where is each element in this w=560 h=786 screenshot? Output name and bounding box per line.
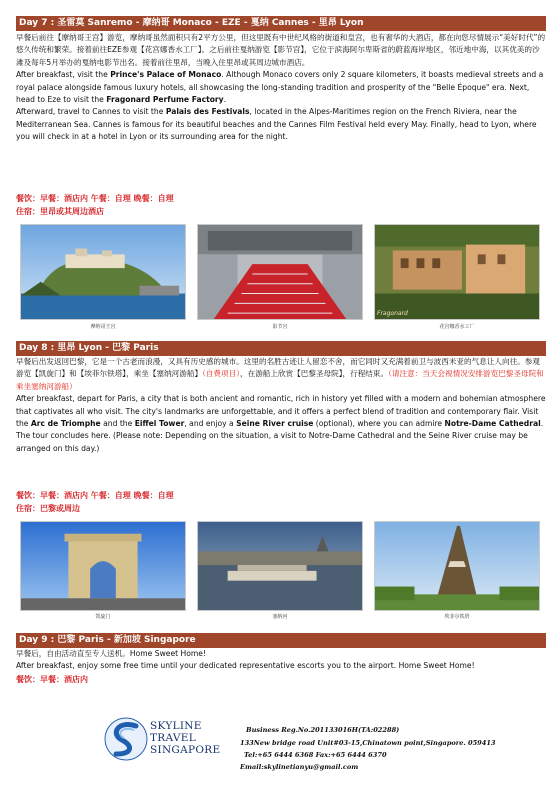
text: (optional), where you can admire — [313, 419, 445, 429]
day8-description — [16, 356, 546, 455]
text: and the — [100, 419, 135, 429]
day8-meals: 餐饮：早餐：酒店内 午餐：自理 晚餐：自理 — [16, 491, 174, 500]
day8-cn-text — [16, 356, 546, 393]
company-address: 133New bridge road Unit#03-15,Chinatown point,Singapore. 059413 — [240, 739, 496, 747]
day7-en-paragraph-1 — [16, 69, 546, 106]
caption-eiffel: 埃菲尔铁塔 — [444, 614, 470, 620]
highlight-arc: Arc de Triomphe — [30, 419, 101, 429]
company-phone: Tel:+65 6444 6368 Fax:+65 6444 6370 — [244, 751, 387, 759]
skyline-logo-icon — [104, 716, 148, 762]
highlight-seine: Seine River cruise — [236, 419, 314, 429]
arc-de-triomphe-photo — [20, 521, 186, 611]
fragonard-sign: Fragonard — [377, 310, 408, 317]
day8-title-bar — [16, 341, 546, 356]
company-email: Email:skylinetianyu@gmail.com — [240, 763, 359, 771]
seine-river-photo — [197, 521, 363, 611]
highlight-palais: Palais des Festivals — [165, 107, 250, 117]
day9-title: Day 9 : 巴黎 Paris - 新加坡 Singapore — [19, 635, 196, 645]
text: . — [223, 95, 227, 105]
text: . The tour concludes here. (Please note: Depending on the situation, a visit to Notre-Dame Cathedral and the Seine River cruise may be arranged on this day.) — [16, 419, 544, 453]
fragonard-factory-photo — [374, 224, 540, 320]
day9-meals: 餐饮：早餐：酒店内 — [16, 675, 88, 684]
text: . Although Monaco covers only 2 square kilometers, it boasts medieval streets and a royal palace alongside famous luxury hotels, all showcasing the long-standing tradition and prosperity of the "Belle Époque" era. Next, head to Eze to visit the — [16, 70, 544, 105]
highlight-notre-dame: Notre-Dame Cathedral — [444, 419, 541, 429]
logo-line-2: TRAVEL — [150, 732, 196, 744]
text: , and enjoy a — [184, 419, 237, 429]
company-logo-text — [150, 720, 220, 756]
caption-fragonard: 花宫娜香水工厂 — [439, 324, 475, 330]
day7-description — [16, 32, 546, 144]
text: ，在游船上欣赏【巴黎圣母院】，行程结束。 — [240, 369, 389, 379]
day9-description — [16, 648, 546, 673]
highlight-eiffel: Eiffel Tower — [134, 419, 185, 429]
text: After breakfast, visit the — [16, 70, 111, 80]
logo-line-3: SINGAPORE — [150, 744, 221, 756]
day8-stay: 住宿：巴黎或周边 — [16, 504, 80, 513]
day9-en-text: After breakfast, enjoy some free time until your dedicated representative escorts you to the airport. Home Sweet Home! — [16, 661, 475, 671]
eiffel-tower-photo — [374, 521, 540, 611]
day9-cn-text: 早餐后，自由活动直至专人送机。Home Sweet Home! — [16, 649, 206, 658]
day8-title: Day 8 : 里昂 Lyon - 巴黎 Paris — [19, 343, 159, 353]
attention-note: （请注意：当天会视情况安排游览巴黎圣母院和乘坐塞纳河游船） — [16, 369, 544, 391]
caption-seine: 塞纳河 — [272, 614, 288, 620]
day7-cn-text: 早餐后前往【摩纳哥王宫】游览，摩纳哥虽然面积只有2平方公里，但这里既有中世纪风格的街道和皇宫，也有奢华的大酒店，都在向您尽情展示“美好时代”的悠久传统和繁荣。接着前往EZE参观【花宫娜香水工厂】。之后前往戛纳游览【影节宫】，它位于滨海阿尔卑斯省的蔚蓝海岸地区，邻近地中海，以其优美的沙滩及每年5月举办的戛纳电影节出名。接着前往里昂，当晚入住里昂或其周边城市酒店。 — [16, 33, 546, 67]
palais-festivals-photo — [197, 224, 363, 320]
day7-en-paragraph-2 — [16, 106, 546, 143]
optional-note: （自费项目） — [202, 369, 241, 379]
caption-arc-de-triomphe: 凯旋门 — [95, 614, 111, 620]
monaco-palace-photo — [20, 224, 186, 320]
day8-en-paragraph — [16, 393, 546, 455]
day7-stay: 住宿：里昂或其周边酒店 — [16, 207, 104, 216]
caption-monaco-palace: 摩纳哥王宫 — [90, 324, 116, 330]
day9-title-bar — [16, 633, 546, 648]
business-reg: Business Reg.No.201133016H(TA:02288) — [246, 726, 400, 734]
text: 早餐后出发返回巴黎，它是一个古老而浪漫，又具有历史感的城市。这里的名胜古迹让人留恋不舍，而它同时又充满着前卫与波西米亚的气息让人向往。参观游览【凯旋门】和【埃菲尔铁塔】，乘坐【塞纳河游船】 — [16, 357, 540, 379]
logo-line-1: SKYLINE — [150, 720, 202, 732]
text: , located in the Alpes-Maritimes region on the French Riviera, near the Mediterranean Sea. Cannes is famous for its beautiful beaches and the Cannes Film Festival held every May. Finally, head to Lyon, where you will check in at a hotel in Lyon or its surrounding area for the night. — [16, 107, 537, 142]
day7-title: Day 7 : 圣雷莫 Sanremo - 摩纳哥 Monaco - EZE - 戛纳 Cannes - 里昂 Lyon — [19, 18, 364, 28]
highlight-palace: Prince's Palace of Monaco — [110, 70, 222, 80]
caption-palais-festivals: 影节宫 — [272, 324, 288, 330]
day7-title-bar — [16, 16, 546, 31]
highlight-fragonard: Fragonard Perfume Factory — [106, 95, 224, 105]
text: Afterward, travel to Cannes to visit the — [16, 107, 166, 117]
text: After breakfast, depart for Paris, a city that is both ancient and romantic, rich in history yet filled with a modern and bohemian atmosphere that captivates all who visit. The city's landmarks are unforgettable, and it offers a perfect blend of tradition and contemporary flair. Visit the — [16, 394, 546, 429]
day7-meals: 餐饮：早餐：酒店内 午餐：自理 晚餐：自理 — [16, 194, 174, 203]
